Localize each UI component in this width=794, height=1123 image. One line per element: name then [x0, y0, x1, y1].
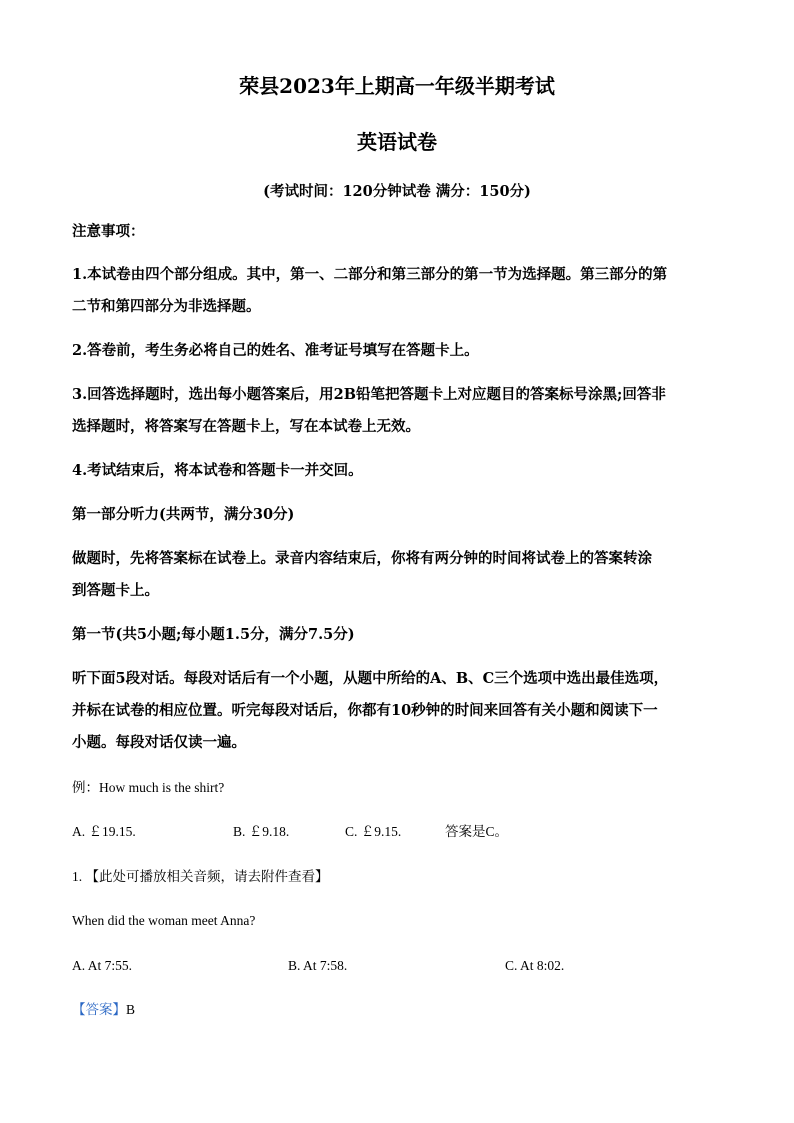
example-option-c: C. ￡9.15.	[345, 824, 402, 839]
part-1-heading: 第一部分听力(共两节，满分30分)	[72, 506, 295, 523]
notes-item-1-line-2: 二节和第四部分为非选择题。	[72, 298, 261, 315]
example-question: 例：How much is the shirt?	[72, 780, 225, 795]
section-1-heading: 第一节(共5小题;每小题1.5分，满分7.5分)	[72, 626, 355, 643]
notes-item-1-line-1: 1.本试卷由四个部分组成。其中，第一、二部分和第三部分的第一节为选择题。第三部分的第	[72, 266, 668, 283]
answer-tag: 【答案】	[72, 1002, 126, 1017]
part-1-instruction-line-1: 做题时，先将答案标在试卷上。录音内容结束后，你将有两分钟的时间将试卷上的答案转涂	[72, 550, 652, 567]
example-option-b: B. ￡9.18.	[233, 824, 290, 839]
notes-item-2: 2.答卷前，考生务必将自己的姓名、准考证号填写在答题卡上。	[72, 342, 479, 359]
notes-item-4: 4.考试结束后，将本试卷和答题卡一并交回。	[72, 462, 363, 479]
answer-value: B	[126, 1002, 136, 1017]
section-1-instruction-line-1: 听下面5段对话。每段对话后有一个小题，从题中所给的A、B、C三个选项中选出最佳选项，	[72, 670, 669, 687]
question-1-audio-note: 1. 【此处可播放相关音频，请去附件查看】	[72, 869, 329, 884]
example-option-a: A. ￡19.15.	[72, 824, 136, 839]
notes-heading: 注意事项：	[72, 223, 145, 240]
notes-item-3-line-2: 选择题时，将答案写在答题卡上，写在本试卷上无效。	[72, 418, 420, 435]
question-1-text: When did the woman meet Anna?	[72, 913, 256, 928]
notes-item-3-line-1: 3.回答选择题时，选出每小题答案后，用2B铅笔把答题卡上对应题目的答案标号涂黑;回答非	[72, 386, 666, 403]
exam-subtitle: 英语试卷	[357, 130, 437, 154]
part-1-instruction-line-2: 到答题卡上。	[72, 582, 159, 599]
section-1-instruction-line-3: 小题。每段对话仅读一遍。	[72, 734, 246, 751]
question-1-option-a: A. At 7:55.	[72, 958, 133, 973]
section-1-instruction-line-2: 并标在试卷的相应位置。听完每段对话后，你都有10秒钟的时间来回答有关小题和阅读下一	[72, 702, 658, 719]
question-1-option-b: B. At 7:58.	[288, 958, 348, 973]
question-1-option-c: C. At 8:02.	[505, 958, 565, 973]
exam-title: 荣县2023年上期高一年级半期考试	[239, 74, 555, 98]
example-answer: 答案是C。	[445, 824, 509, 839]
question-1-answer	[72, 994, 135, 1026]
exam-info: (考试时间：120分钟试卷 满分：150分)	[263, 183, 531, 200]
